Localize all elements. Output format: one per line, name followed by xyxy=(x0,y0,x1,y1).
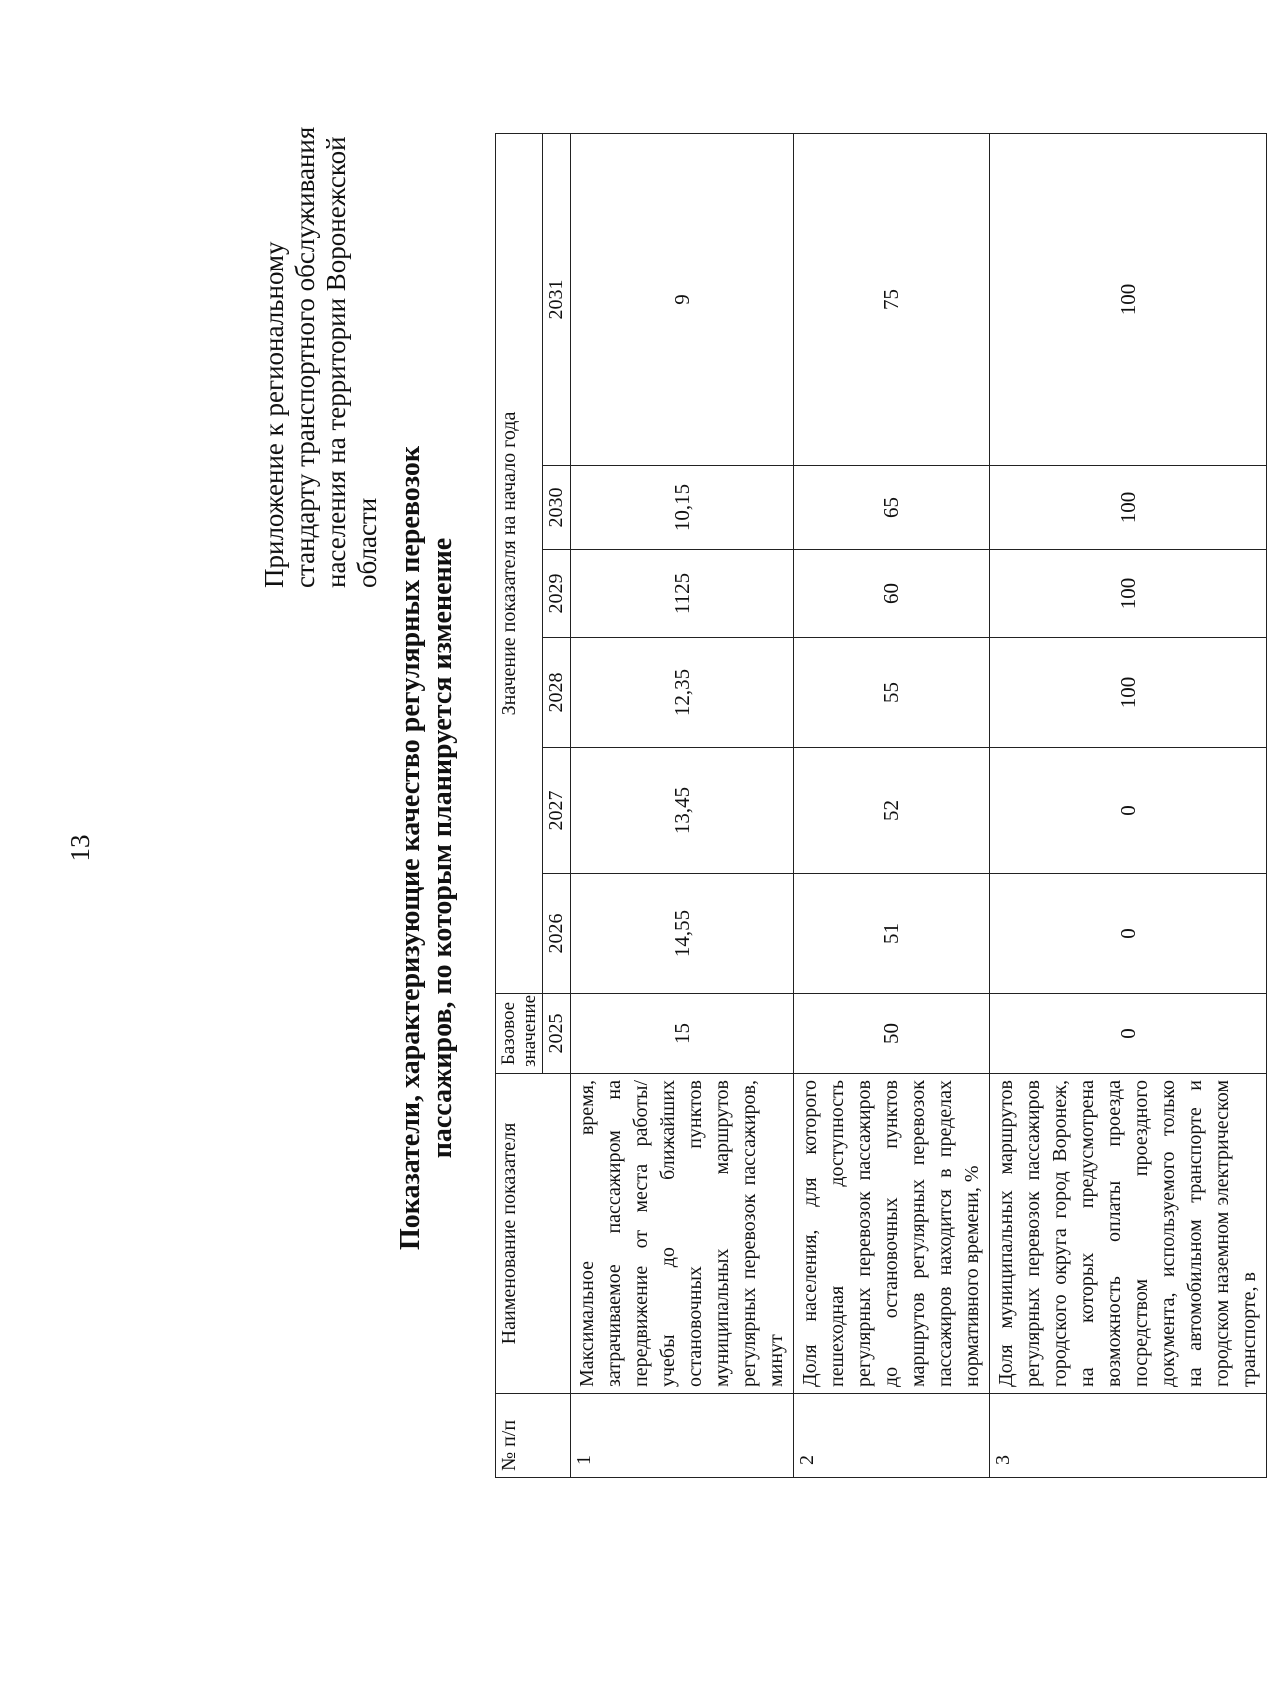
value-cell: 100 xyxy=(990,550,1267,638)
value-cell: 12,35 xyxy=(571,638,794,748)
year-header: 2031 xyxy=(543,133,571,465)
year-header: 2026 xyxy=(543,874,571,994)
value-cell: 0 xyxy=(990,748,1267,874)
value-cell: 51 xyxy=(794,874,990,994)
table-row xyxy=(794,133,990,1477)
indicator-name: Максимальное время, затрачиваемое пассажиром на передвижение от места работы/учебы до ближайших остановочных пунктов муниципальных маршрутов регулярных перевозок пассажиров, минут xyxy=(571,1074,794,1394)
value-cell: 100 xyxy=(990,638,1267,748)
appendix-note xyxy=(259,126,383,588)
value-cell: 55 xyxy=(794,638,990,748)
indicators-table xyxy=(495,133,1267,1478)
value-cell: 75 xyxy=(794,133,990,465)
value-cell: 15 xyxy=(571,994,794,1074)
header-base-line: Базовое xyxy=(498,1001,519,1066)
table-row xyxy=(990,133,1267,1477)
year-header: 2027 xyxy=(543,748,571,874)
header-values-group: Значение показателя на начало года xyxy=(496,133,543,993)
header-num: № п/п xyxy=(496,1394,571,1478)
appendix-line: Приложение к региональному xyxy=(259,241,289,588)
value-cell: 0 xyxy=(990,994,1267,1074)
document-page xyxy=(35,28,1260,1668)
value-cell: 60 xyxy=(794,550,990,638)
value-cell: 100 xyxy=(990,466,1267,550)
indicator-name: Доля муниципальных маршрутов регулярных перевозок пассажиров городского округа город Воронеж, на которых предусмотрена возможность оплаты проезда посредством проездного документа, используемого только на автомобильном транспорте и городском наземном электрическом транспорте, в xyxy=(990,1074,1267,1394)
year-header: 2028 xyxy=(543,638,571,748)
title-line: пассажиров, по которым планируется изменение xyxy=(427,537,458,1159)
row-number: 1 xyxy=(571,1394,794,1478)
value-cell: 50 xyxy=(794,994,990,1074)
appendix-line: населения на территории Воронежской xyxy=(321,136,351,588)
value-cell: 52 xyxy=(794,748,990,874)
year-header: 2030 xyxy=(543,466,571,550)
value-cell: 14,55 xyxy=(571,874,794,994)
table-row xyxy=(571,133,794,1477)
value-cell: 100 xyxy=(990,133,1267,465)
table-header-row xyxy=(496,133,543,1477)
value-cell: 1125 xyxy=(571,550,794,638)
appendix-line: области xyxy=(352,497,382,588)
value-cell: 0 xyxy=(990,874,1267,994)
appendix-line: стандарту транспортного обслуживания xyxy=(290,126,320,588)
value-cell: 65 xyxy=(794,466,990,550)
header-base-line: значение xyxy=(519,994,540,1067)
row-number: 3 xyxy=(990,1394,1267,1478)
document-title xyxy=(395,128,459,1568)
header-name: Наименование показателя xyxy=(496,1074,571,1394)
row-number: 2 xyxy=(794,1394,990,1478)
value-cell: 9 xyxy=(571,133,794,465)
value-cell: 13,45 xyxy=(571,748,794,874)
page-number: 13 xyxy=(65,834,95,862)
year-header: 2025 xyxy=(543,994,571,1074)
year-header: 2029 xyxy=(543,550,571,638)
indicators-table-container xyxy=(495,134,1267,1478)
header-base xyxy=(496,994,543,1074)
title-line: Показатели, характеризующие качество регулярных перевозок xyxy=(395,446,426,1250)
value-cell: 10,15 xyxy=(571,466,794,550)
indicator-name: Доля населения, для которого пешеходная доступность регулярных перевозок пассажиров до остановочных пунктов маршрутов регулярных перевозок пассажиров находится в пределах нормативного времени, % xyxy=(794,1074,990,1394)
